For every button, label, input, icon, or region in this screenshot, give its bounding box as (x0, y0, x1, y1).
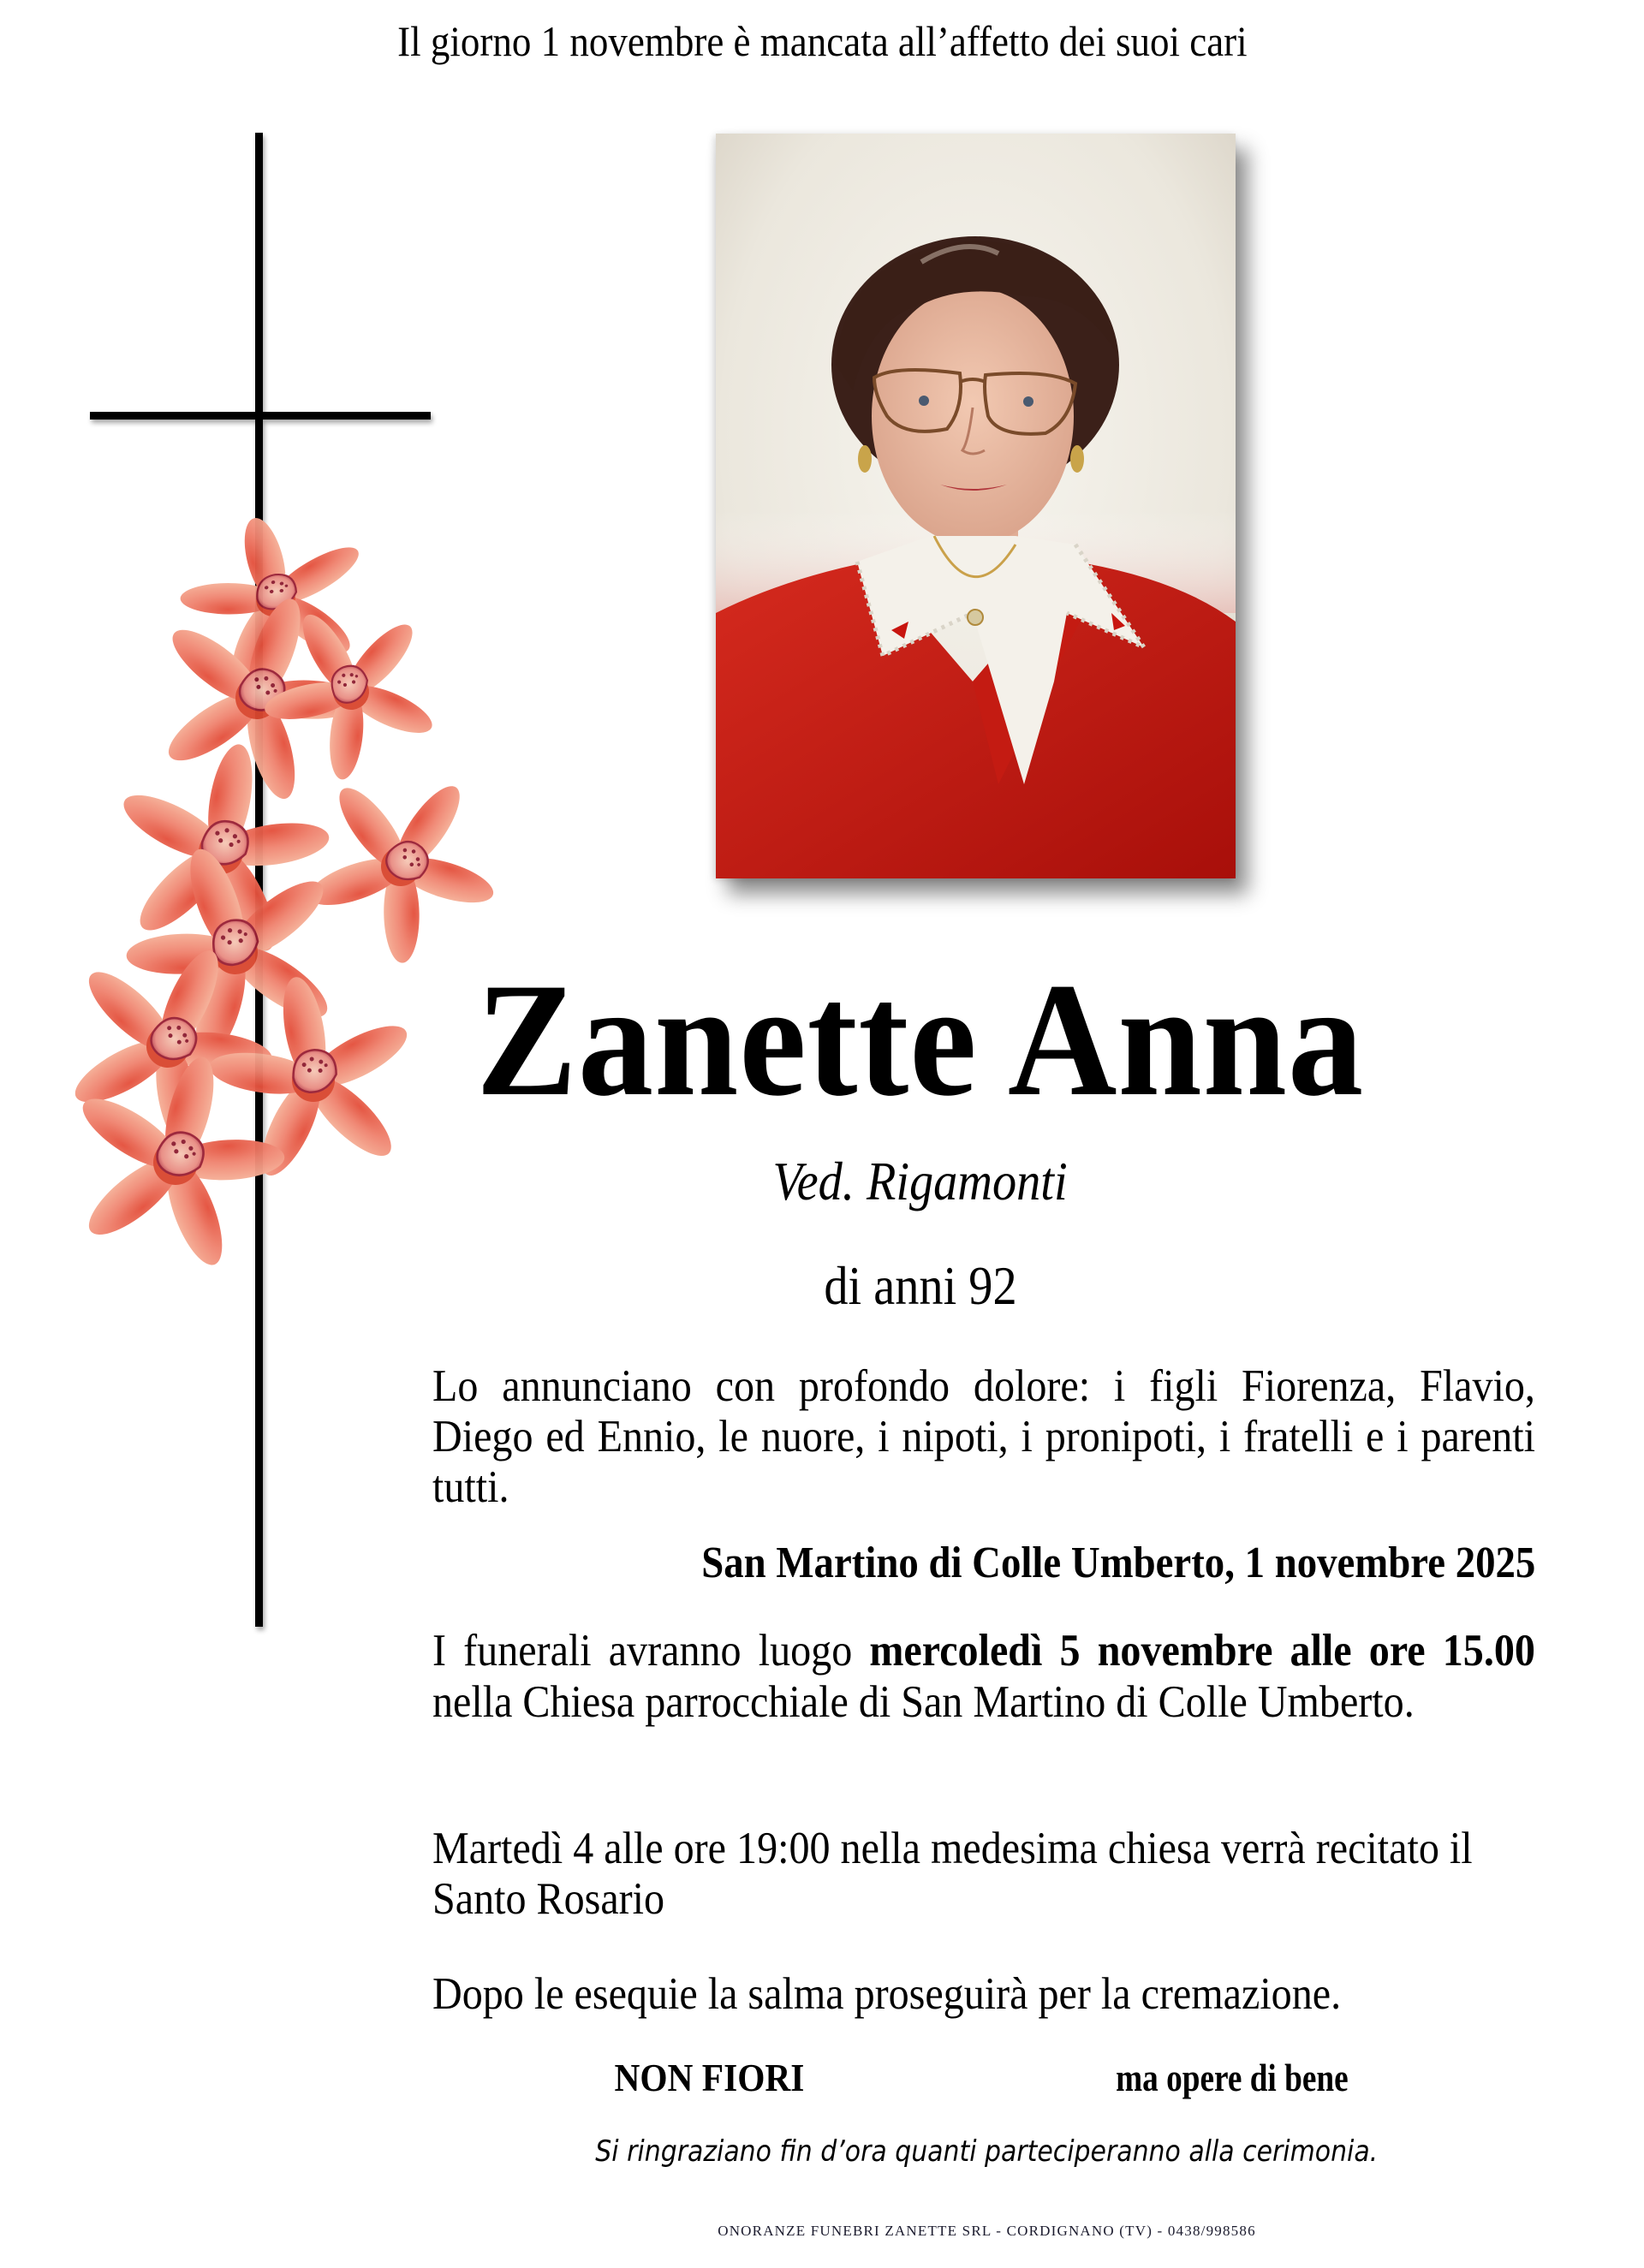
place-date-label: San Martino di Colle Umberto, 1 novembre 2025 (700, 1539, 1535, 1587)
announcement-paragraph (432, 1361, 1535, 1513)
funeral-location: nella Chiesa parrocchiale di San Martino di Colle Umberto. (432, 1677, 1415, 1727)
no-flowers-note (0, 2053, 1644, 2103)
funeral-prefix: I funerali avranno luogo (432, 1626, 870, 1676)
no-flowers-rest: ma opere di bene (1115, 2056, 1349, 2099)
intro-label: Il giorno 1 novembre è mancata all’affetto dei suoi cari (396, 17, 1248, 65)
intro-text (0, 14, 1644, 68)
announcement-text: Lo annunciano con profondo dolore: i figli Fiorenza, Flavio, Diego ed Ennio, le nuore, i nipoti, i pronipoti, i fratelli e i parenti tutti. (432, 1361, 1535, 1512)
deceased-name-label: Zanette Anna (476, 950, 1365, 1130)
widow-of-label: Ved. Rigamonti (772, 1151, 1069, 1211)
widow-of (0, 1147, 1644, 1216)
rosary-text: Martedì 4 alle ore 19:00 nella medesima chiesa verrà recitato il Santo Rosario (432, 1824, 1473, 1924)
no-flowers-text (615, 2053, 1361, 2103)
portrait-image (716, 134, 1236, 878)
thanks-text: Si ringraziano fin d’ora quanti parteciperanno alla cerimonia. (595, 2134, 1379, 2169)
deceased-name (0, 950, 1644, 1130)
funeral-text (432, 1625, 1535, 1728)
portrait-photo (716, 134, 1236, 878)
cremation-paragraph (432, 1969, 1535, 2020)
funeral-home-footer (0, 2219, 1644, 2243)
age-label: di anni 92 (824, 1255, 1017, 1316)
thanks-note (0, 2132, 1644, 2171)
footer-text: ONORANZE FUNEBRI ZANETTE SRL - CORDIGNANO (TV) - 0438/998586 (718, 2223, 1256, 2239)
funeral-datetime: mercoledì 5 novembre alle ore 15.00 (869, 1626, 1535, 1676)
cremation-text: Dopo le esequie la salma proseguirà per la cremazione. (432, 1969, 1342, 2019)
rosary-paragraph (432, 1824, 1535, 1925)
age (0, 1252, 1644, 1320)
place-date (432, 1537, 1535, 1590)
no-flowers-bold: NON FIORI (614, 2056, 805, 2099)
funeral-paragraph (432, 1625, 1535, 1728)
